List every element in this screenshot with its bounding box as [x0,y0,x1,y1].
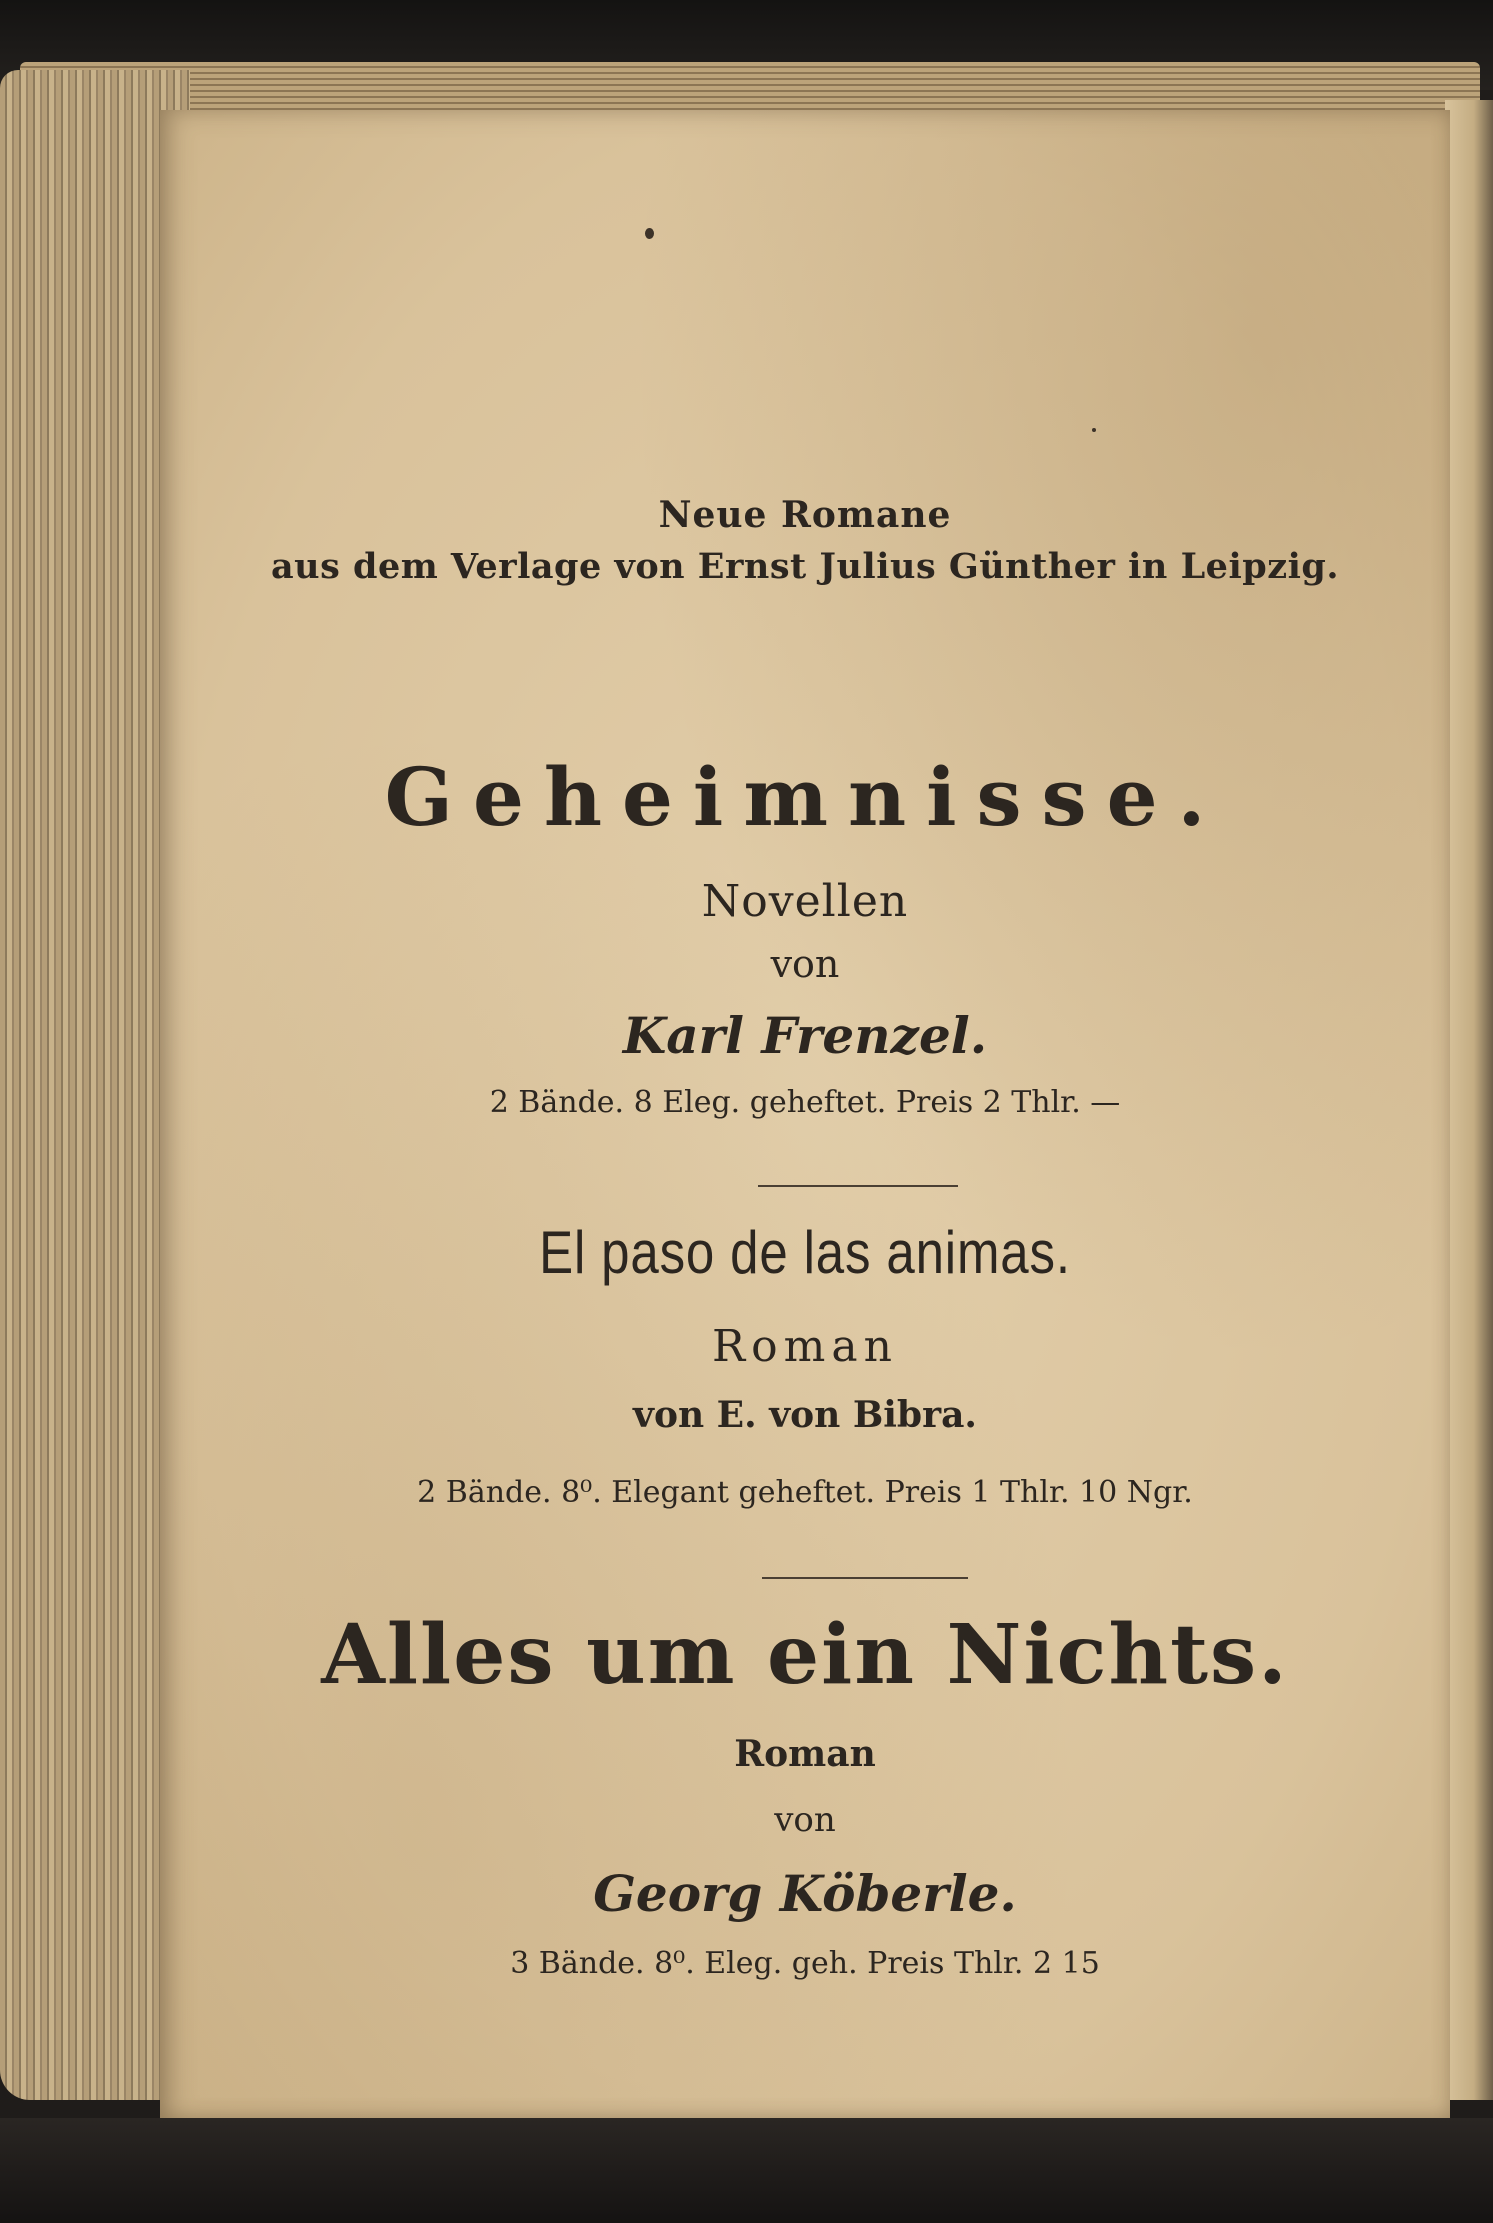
background-bottom [0,2118,1493,2223]
book-author: von E. von Bibra. [633,1394,977,1436]
book-genre: Roman [734,1733,876,1775]
book-details: 2 Bände. 8⁰. Elegant geheftet. Preis 1 Thlr. 10 Ngr. [417,1475,1193,1510]
page-edges-top [20,62,1480,112]
book-author: Karl Frenzel. [622,1006,988,1065]
book-genre: Novellen [701,876,909,927]
book-title-alles-um-ein-nichts: Alles um ein Nichts. [321,1607,1289,1703]
advert-heading: Neue Romane [658,494,952,536]
book-title-el-paso: El paso de las animas. [539,1219,1071,1286]
book-by: von [770,942,840,986]
divider-rule [762,1577,968,1579]
book-page [160,110,1450,2125]
publisher-line: aus dem Verlage von Ernst Julius Günther in Leipzig. [270,546,1340,587]
book-right-edge [1445,100,1493,2100]
book-details: 2 Bände. 8 Eleg. geheftet. Preis 2 Thlr. — [489,1085,1121,1120]
book-author: Georg Köberle. [593,1864,1017,1923]
ink-speck [1092,428,1096,432]
book-by: von [774,1800,836,1840]
ink-speck [645,228,654,239]
book-genre: Roman [712,1321,898,1372]
divider-rule [758,1185,958,1187]
book-title-geheimnisse: Geheimnisse. [384,750,1226,844]
book-details: 3 Bände. 8⁰. Eleg. geh. Preis Thlr. 2 15 [510,1946,1100,1981]
